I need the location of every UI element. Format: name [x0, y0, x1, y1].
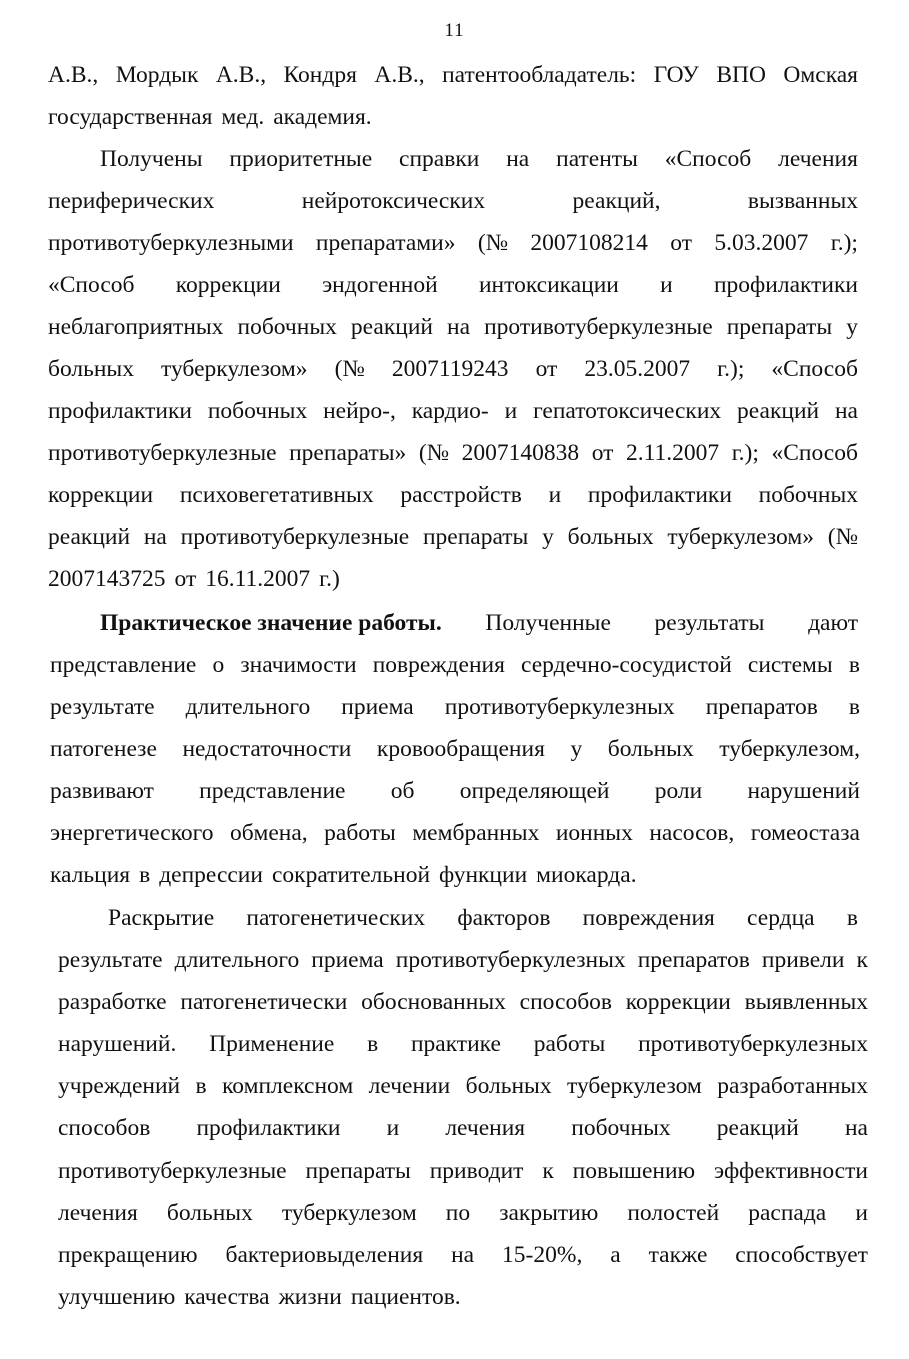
text-line: кальция в депрессии сократительной функции миокарда. [50, 862, 637, 888]
text-line: больных туберкулезом» (№ 2007119243 от 23.05.2007 г.); «Способ [48, 356, 858, 382]
text-line: государственная мед. академия. [48, 104, 372, 130]
text-line: энергетического обмена, работы мембранных ионных насосов, гомеостаза [50, 820, 860, 846]
text-line: патогенезе недостаточности кровообращения у больных туберкулезом, [50, 736, 860, 762]
text-line: учреждений в комплексном лечении больных туберкулезом разработанных [58, 1073, 868, 1099]
text-line: прекращению бактериовыделения на 15-20%, а также способствует [58, 1242, 868, 1268]
text-line: улучшению качества жизни пациентов. [58, 1284, 461, 1310]
text-line: Получены приоритетные справки на патенты «Способ лечения [100, 146, 858, 172]
text-line: противотуберкулезными препаратами» (№ 2007108214 от 5.03.2007 г.); [48, 230, 858, 256]
text-line: неблагоприятных побочных реакций на противотуберкулезные препараты у [48, 314, 858, 340]
text-line: нарушений. Применение в практике работы противотуберкулезных [58, 1031, 868, 1057]
text-line: Практическое значение работы. Полученные результаты дают [100, 610, 858, 636]
section-heading: Практическое значение работы. [100, 610, 442, 636]
text-line: А.В., Мордык А.В., Кондря А.В., патентообладатель: ГОУ ВПО Омская [48, 62, 858, 88]
text-line: коррекции психовегетативных расстройств и профилактики побочных [48, 482, 858, 508]
text-line: «Способ коррекции эндогенной интоксикации и профилактики [48, 272, 858, 298]
text-line: разработке патогенетически обоснованных способов коррекции выявленных [58, 989, 868, 1015]
text-line: развивают представление об определяющей роли нарушений [50, 778, 860, 804]
text-line: Раскрытие патогенетических факторов повреждения сердца в [108, 905, 858, 931]
text-line: результате длительного приема противотуберкулезных препаратов привели к [58, 947, 868, 973]
text-line: профилактики побочных нейро-, кардио- и гепатотоксических реакций на [48, 398, 858, 424]
text-line: лечения больных туберкулезом по закрытию полостей распада и [58, 1200, 868, 1226]
text-line: противотуберкулезные препараты» (№ 2007140838 от 2.11.2007 г.); «Способ [48, 440, 858, 466]
text-line: реакций на противотуберкулезные препараты у больных туберкулезом» (№ [48, 524, 858, 550]
text-line: периферических нейротоксических реакций, вызванных [48, 188, 858, 214]
text-line: 2007143725 от 16.11.2007 г.) [48, 566, 340, 592]
text-line: противотуберкулезные препараты приводит к повышению эффективности [58, 1158, 868, 1184]
text-line: представление о значимости повреждения сердечно-сосудистой системы в [50, 652, 860, 678]
page-number: 11 [444, 20, 465, 41]
text-line: способов профилактики и лечения побочных реакций на [58, 1115, 868, 1141]
text-line: результате длительного приема противотуберкулезных препаратов в [50, 694, 860, 720]
